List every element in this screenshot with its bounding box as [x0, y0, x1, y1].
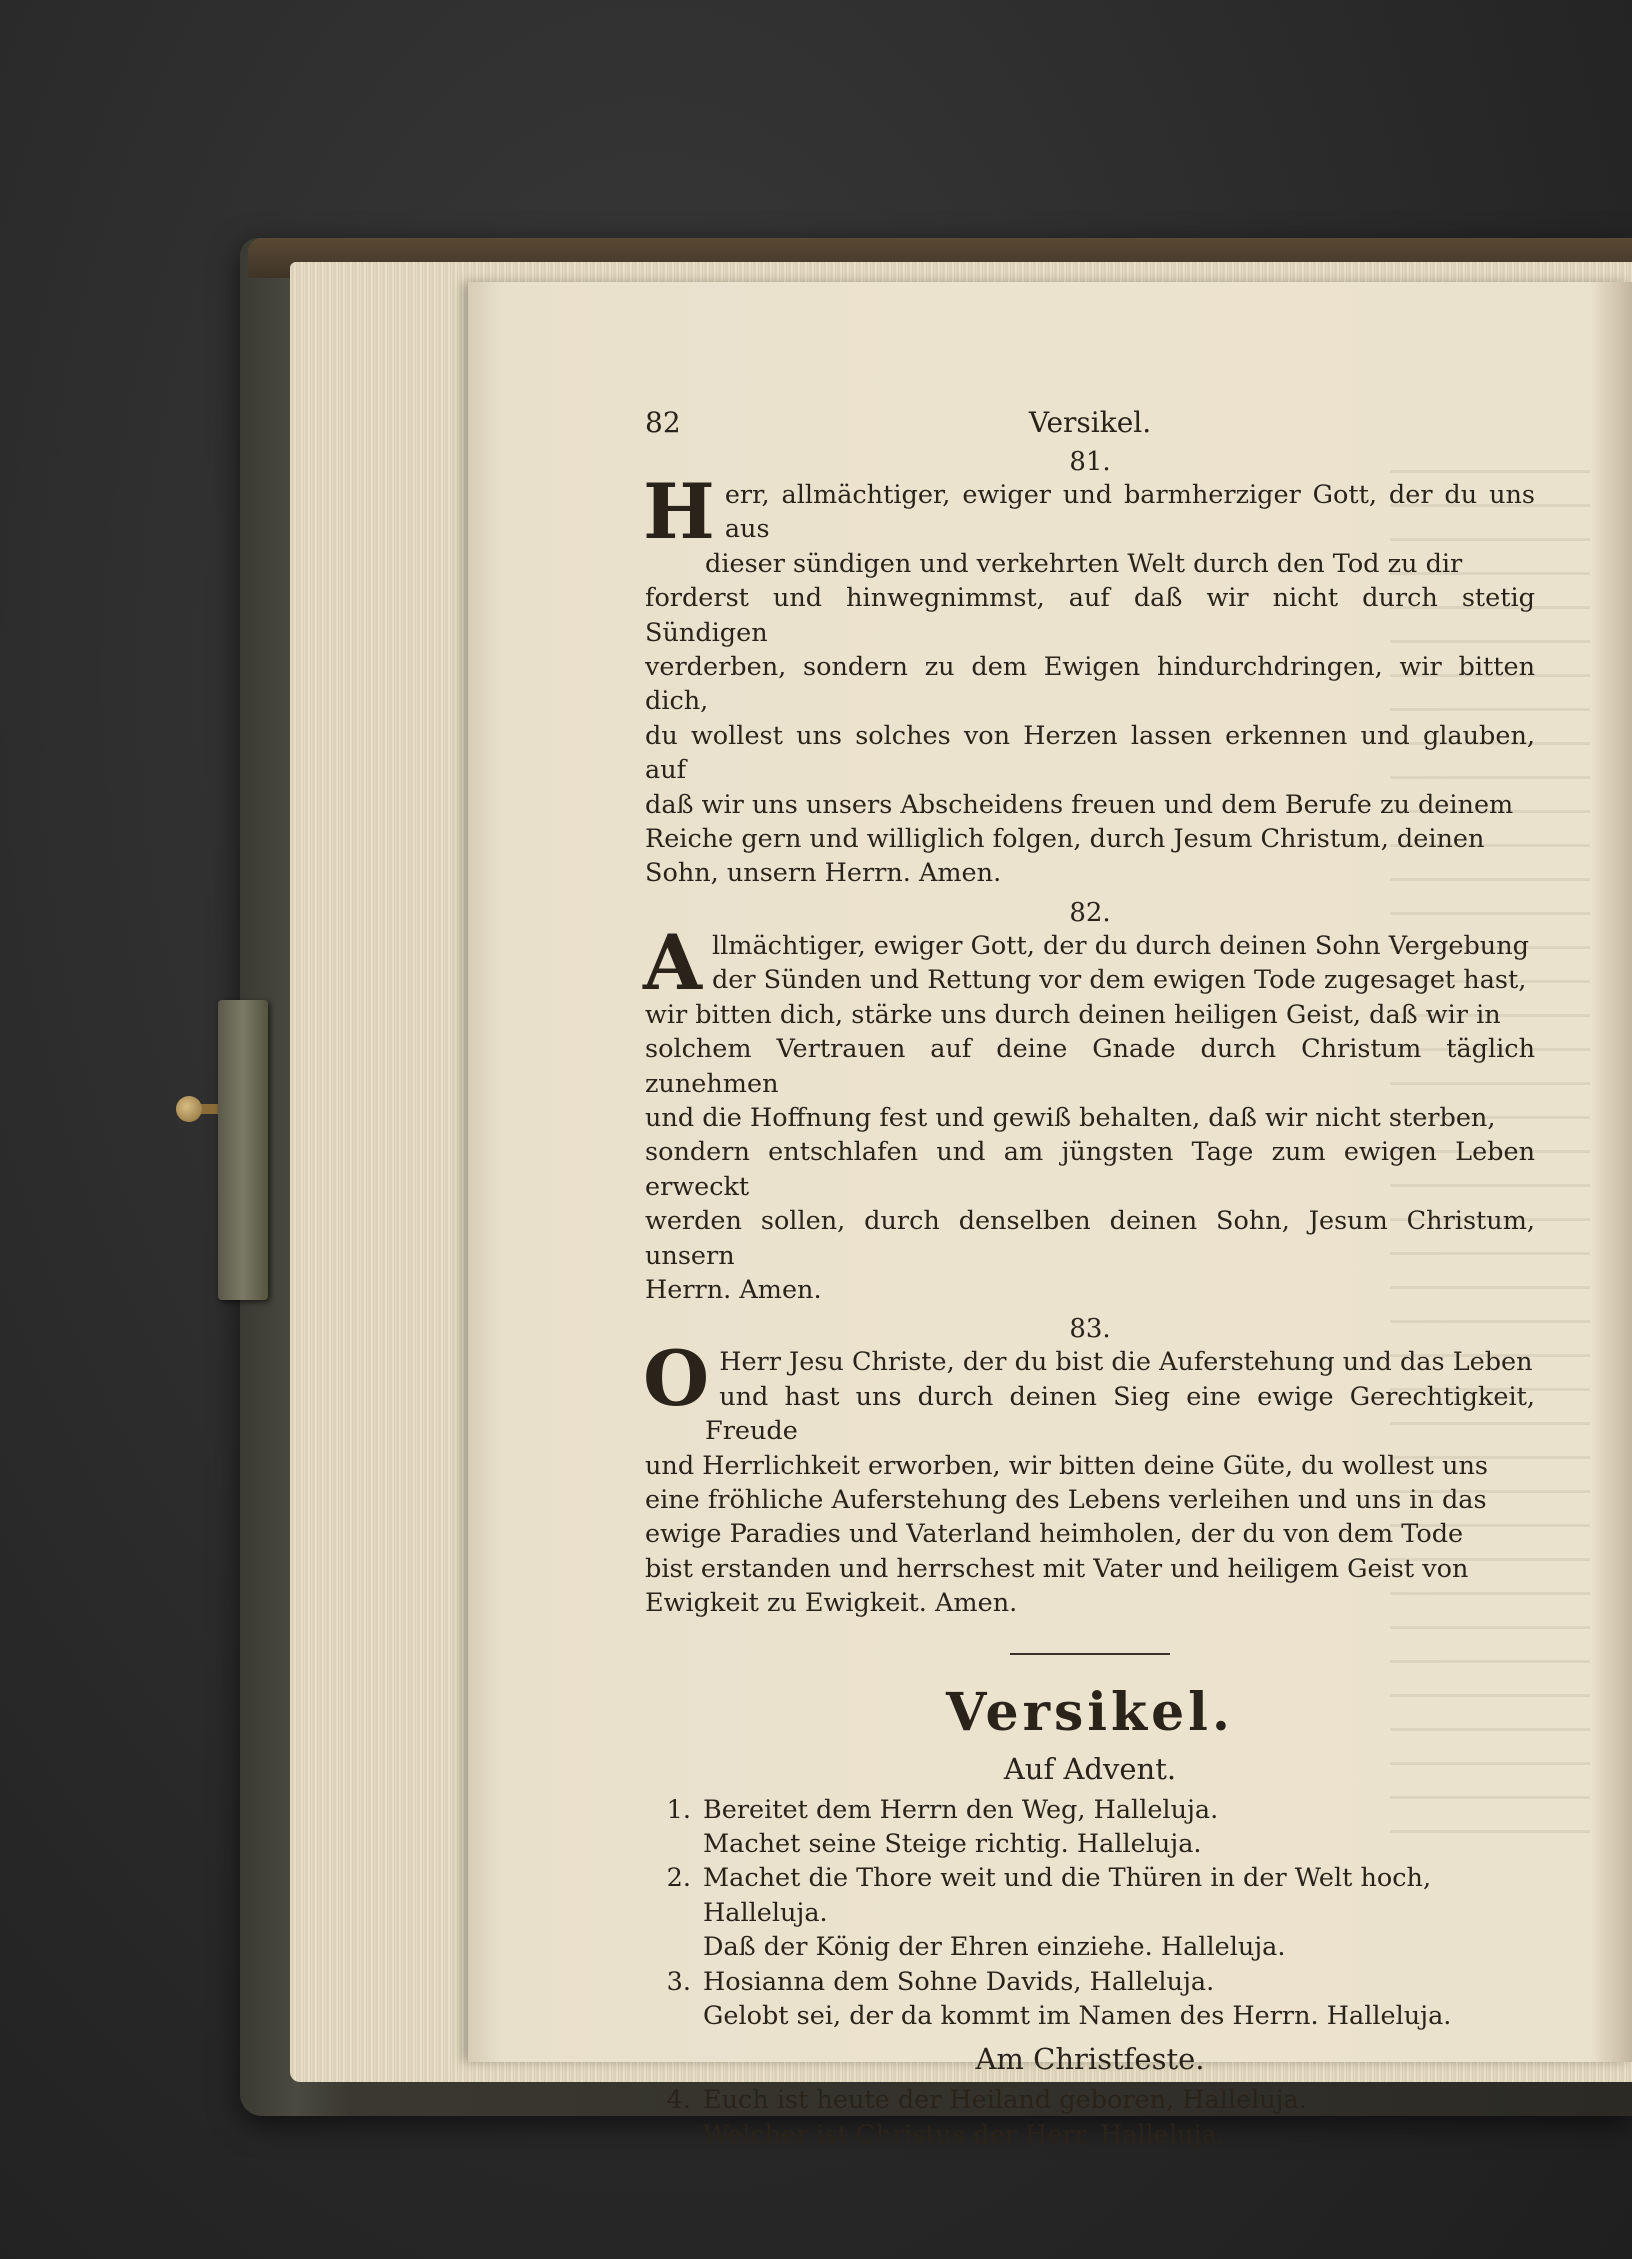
versicle-verse: Machet die Thore weit und die Thüren in der Welt hoch,	[703, 1863, 1432, 1894]
prayer-line: forderst und hinwegnimmst, auf daß wir nicht durch stetig Sündigen	[645, 583, 1535, 648]
prayer-line: verderben, sondern zu dem Ewigen hindurchdringen, wir bitten dich,	[645, 652, 1535, 717]
versicle-3	[645, 1965, 1535, 2034]
page-text	[645, 400, 1535, 2152]
prayer-line: und Herrlichkeit erworben, wir bitten deine Güte, du wollest uns	[645, 1450, 1488, 1481]
prayer-83	[643, 1334, 1535, 1620]
prayer-81	[643, 467, 1535, 891]
prayer-line: der Sünden und Rettung vor dem ewigen Tode zugesaget hast,	[711, 965, 1527, 996]
running-head	[645, 400, 1535, 446]
versicle-number: 3.	[666, 1966, 691, 1997]
prayer-line: eine fröhliche Auferstehung des Lebens verleihen und uns in das	[645, 1484, 1487, 1515]
prayer-82	[643, 917, 1535, 1307]
versicle-verse: Hosianna dem Sohne Davids, Halleluja.	[703, 1966, 1215, 1997]
prayer-line: ewige Paradies und Vaterland heimholen, der du von dem Tode	[645, 1519, 1464, 1550]
prayer-number: 81.	[1069, 447, 1111, 477]
versicle-verse: Euch ist heute der Heiland geboren, Halleluja.	[703, 2085, 1307, 2116]
versicle-response: Gelobt sei, der da kommt im Namen des Herrn. Halleluja.	[703, 2001, 1452, 2032]
versicle-verse: Halleluja.	[703, 1897, 828, 1928]
clasp-pin-icon	[176, 1096, 202, 1122]
prayer-line: err, allmächtiger, ewiger und barmherziger Gott, der du uns aus	[724, 480, 1535, 545]
versicle-2	[645, 1861, 1535, 1964]
prayer-number: 82.	[1069, 897, 1111, 928]
prayer-line: du wollest uns solches von Herzen lassen erkennen und glauben, auf	[645, 720, 1535, 786]
book-clasp	[218, 1000, 268, 1300]
drop-initial: A	[643, 917, 702, 1007]
prayer-line: dieser sündigen und verkehrten Welt durch den Tod zu dir	[705, 548, 1463, 579]
prayer-line: wir bitten dich, stärke uns durch deinen heiligen Geist, daß wir in	[645, 999, 1501, 1030]
drop-initial: H	[643, 467, 715, 556]
prayer-line: Sohn, unsern Herrn. Amen.	[645, 858, 1002, 889]
versicle-response: Daß der König der Ehren einziehe. Halleluja.	[703, 1932, 1286, 1963]
versicle-response: Welcher ist Christus der Herr. Halleluja.	[703, 2119, 1225, 2150]
subsection-heading: Auf Advent.	[1003, 1751, 1177, 1786]
prayer-line: und hast uns durch deinen Sieg eine ewige Gerechtigkeit, Freude	[705, 1381, 1535, 1447]
running-title: Versikel.	[1028, 406, 1152, 439]
versicle-1	[645, 1793, 1535, 1862]
prayer-line: Herrn. Amen.	[645, 1274, 822, 1305]
prayer-line: bist erstanden und herrschest mit Vater und heiligem Geist von	[645, 1553, 1469, 1584]
prayer-line: Herr Jesu Christe, der du bist die Auferstehung und das Leben	[719, 1347, 1533, 1378]
page-number: 82	[645, 406, 681, 439]
drop-initial: O	[643, 1334, 710, 1424]
prayer-line: Ewigkeit zu Ewigkeit. Amen.	[645, 1588, 1018, 1619]
prayer-line: solchem Vertrauen auf deine Gnade durch Christum täglich zunehmen	[645, 1034, 1535, 1099]
versicle-verse: Bereitet dem Herrn den Weg, Halleluja.	[703, 1794, 1219, 1825]
prayer-line: daß wir uns unsers Abscheidens freuen und dem Berufe zu deinem	[645, 789, 1514, 820]
section-divider	[1010, 1653, 1170, 1655]
prayer-line: Reiche gern und williglich folgen, durch Jesum Christum, deinen	[645, 824, 1485, 855]
versicle-number: 2.	[666, 1863, 691, 1894]
page-gutter-shadow	[1590, 282, 1632, 2062]
prayer-number: 83.	[1069, 1314, 1111, 1345]
versicle-number: 1.	[666, 1794, 691, 1825]
prayer-line: sondern entschlafen und am jüngsten Tage zum ewigen Leben erweckt	[645, 1137, 1535, 1202]
prayer-line: llmächtiger, ewiger Gott, der du durch deinen Sohn Vergebung	[711, 930, 1529, 961]
versicle-number: 4.	[666, 2085, 691, 2116]
versicle-response: Machet seine Steige richtig. Halleluja.	[703, 1829, 1202, 1859]
prayer-line: und die Hoffnung fest und gewiß behalten, daß wir nicht sterben,	[645, 1102, 1496, 1133]
section-title: Versikel.	[945, 1681, 1235, 1743]
versicle-4	[645, 2083, 1535, 2152]
subsection-heading: Am Christfeste.	[975, 2042, 1205, 2077]
prayer-line: werden sollen, durch denselben deinen Sohn, Jesum Christum, unsern	[645, 1206, 1535, 1271]
